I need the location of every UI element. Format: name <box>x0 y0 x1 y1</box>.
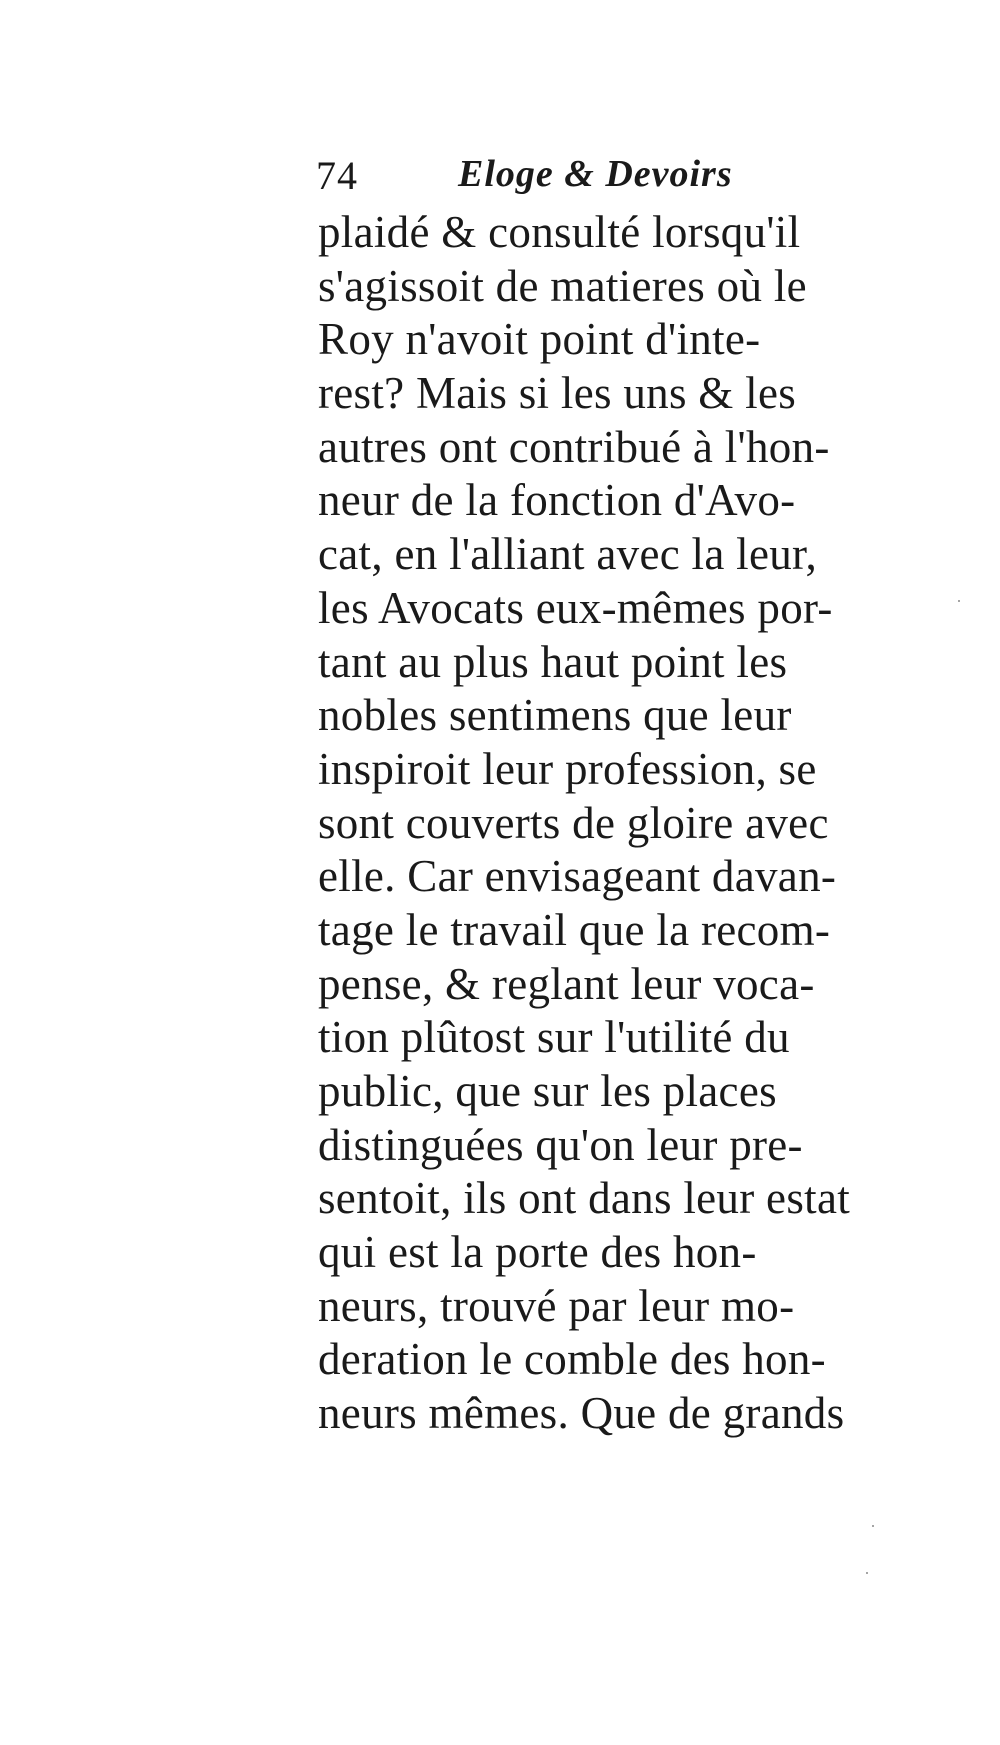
text-line: qui est la porte des hon- <box>318 1227 757 1278</box>
paper-speck <box>958 600 960 602</box>
text-line: public, que sur les places <box>318 1066 777 1116</box>
text-line: deration le comble des hon- <box>318 1334 826 1385</box>
text-line: les Avocats eux-mêmes por- <box>318 582 833 633</box>
text-line: elle. Car envisageant davan- <box>318 851 837 902</box>
text-line: nobles sentimens que leur <box>318 690 792 741</box>
text-line: tion plûtost sur l'utilité du <box>318 1012 790 1063</box>
text-line: neurs, trouvé par leur mo- <box>318 1280 795 1331</box>
text-line: sont couverts de gloire avec <box>318 797 829 848</box>
text-line: tant au plus haut point les <box>318 636 788 687</box>
running-head: Eloge & Devoirs <box>458 153 733 195</box>
page-number: 74 <box>316 153 358 198</box>
text-line: s'agissoit de matieres où le <box>318 260 807 311</box>
text-line: neurs mêmes. Que de grands <box>318 1388 845 1439</box>
text-line: distinguées qu'on leur pre- <box>318 1119 803 1170</box>
text-line: autres ont contribué à l'hon- <box>318 421 830 472</box>
text-line: sentoit, ils ont dans leur estat <box>318 1173 851 1224</box>
text-line: plaidé & consulté lorsqu'il <box>318 207 801 257</box>
page-header <box>316 150 876 206</box>
paper-speck <box>872 1525 874 1527</box>
text-line: neur de la fonction d'Avo- <box>318 475 796 526</box>
text-line: pense, & reglant leur voca- <box>318 958 815 1009</box>
text-line: tage le travail que la recom- <box>318 904 831 955</box>
text-line: cat, en l'alliant avec la leur, <box>318 529 818 580</box>
paper-speck <box>866 1572 868 1574</box>
text-line: Roy n'avoit point d'inte- <box>318 314 761 365</box>
text-line: inspiroit leur profession, se <box>318 743 817 794</box>
body-text <box>318 206 918 1441</box>
text-line: rest? Mais si les uns & les <box>318 368 797 419</box>
